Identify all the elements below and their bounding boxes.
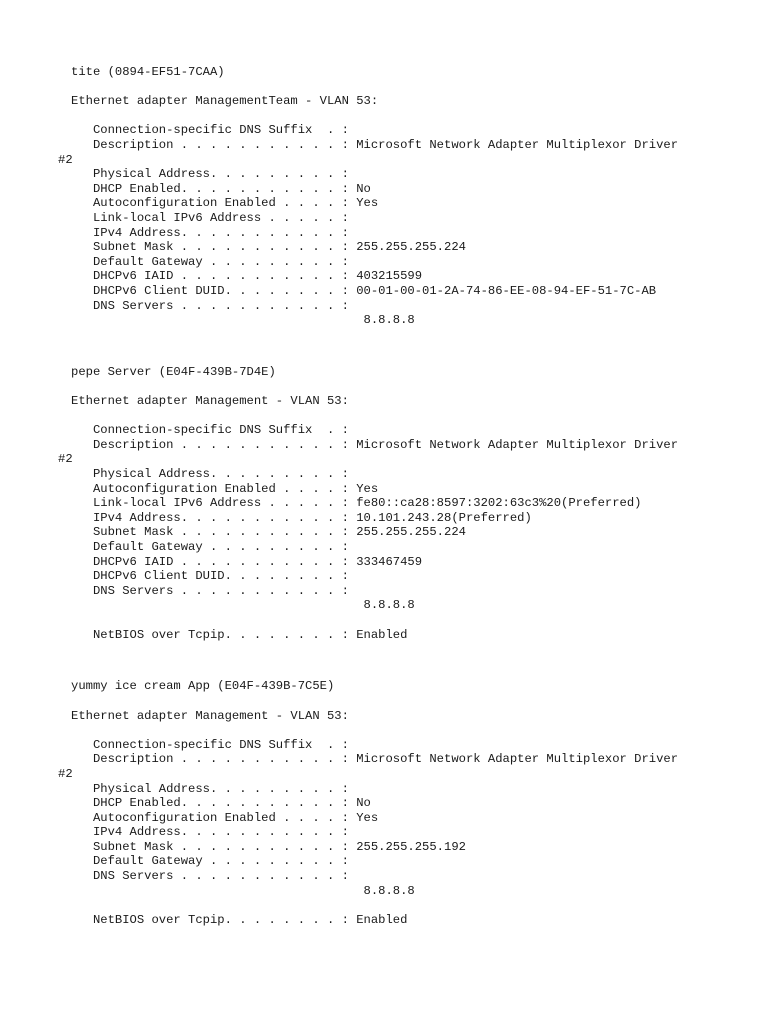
- adapter-heading: Ethernet adapter ManagementTeam - VLAN 53:: [71, 94, 379, 109]
- config-row: [71, 438, 751, 453]
- config-value: Microsoft Network Adapter Multiplexor Driver: [348, 437, 679, 452]
- config-row: [71, 569, 751, 584]
- config-row: [71, 482, 751, 497]
- config-key: DHCPv6 IAID . . . . . . . . . . . :: [71, 269, 349, 284]
- config-key: DNS Servers . . . . . . . . . . . :: [71, 583, 349, 598]
- config-key: DHCPv6 Client DUID. . . . . . . . :: [71, 283, 349, 298]
- config-row: [71, 423, 751, 438]
- config-key: Subnet Mask . . . . . . . . . . . :: [71, 240, 349, 255]
- config-row: [71, 854, 751, 869]
- config-key: Default Gateway . . . . . . . . . :: [71, 254, 349, 269]
- config-value: 8.8.8.8: [356, 883, 415, 898]
- blank-line: [71, 328, 751, 343]
- config-key: NetBIOS over Tcpip. . . . . . . . :: [71, 627, 349, 642]
- config-row: [71, 211, 751, 226]
- config-key: Connection-specific DNS Suffix . :: [71, 737, 349, 752]
- config-key: IPv4 Address. . . . . . . . . . . :: [71, 510, 349, 525]
- config-row: [71, 240, 751, 255]
- adapter-section: [58, 679, 751, 927]
- config-row: [71, 196, 751, 211]
- config-row: [71, 269, 751, 284]
- config-row: [71, 811, 751, 826]
- config-value: Yes: [348, 481, 379, 496]
- config-value: 255.255.255.224: [348, 525, 466, 540]
- config-row: [71, 138, 751, 153]
- blank-line: [71, 642, 751, 657]
- config-key: DHCPv6 Client DUID. . . . . . . . :: [71, 569, 349, 584]
- adapter-section: [58, 65, 751, 328]
- config-value: 403215599: [348, 269, 423, 284]
- config-key: Physical Address. . . . . . . . . :: [71, 167, 349, 182]
- config-key: Physical Address. . . . . . . . . :: [71, 781, 349, 796]
- ipconfig-document: [58, 65, 751, 927]
- config-key: [71, 884, 356, 898]
- host-title: tite (0894-EF51-7CAA): [71, 65, 225, 79]
- blank-line: [71, 409, 751, 424]
- config-row: [71, 738, 751, 753]
- config-key: Physical Address. . . . . . . . . :: [71, 467, 349, 482]
- adapter-heading: Ethernet adapter Management - VLAN 53:: [71, 708, 349, 723]
- config-value: 255.255.255.224: [348, 240, 466, 255]
- config-row: [71, 584, 751, 599]
- config-row: [71, 840, 751, 855]
- config-key: NetBIOS over Tcpip. . . . . . . . :: [71, 912, 349, 927]
- config-key: Subnet Mask . . . . . . . . . . . :: [71, 525, 349, 540]
- config-row: [71, 255, 751, 270]
- blank-line: [71, 898, 751, 913]
- config-row: [71, 555, 751, 570]
- config-key: Autoconfiguration Enabled . . . . :: [71, 810, 349, 825]
- config-key: Default Gateway . . . . . . . . . :: [71, 540, 349, 554]
- config-row: [71, 540, 751, 555]
- config-key: Description . . . . . . . . . . . :: [71, 437, 349, 452]
- config-row: [71, 598, 751, 613]
- config-row: [71, 869, 751, 884]
- config-row: [71, 796, 751, 811]
- config-key: DHCP Enabled. . . . . . . . . . . :: [71, 796, 349, 811]
- config-row: [71, 284, 751, 299]
- config-value: Yes: [348, 810, 379, 825]
- config-row: [71, 628, 751, 643]
- config-row: [71, 313, 751, 328]
- config-value: Microsoft Network Adapter Multiplexor Driver: [348, 752, 679, 767]
- config-key: Connection-specific DNS Suffix . :: [71, 423, 349, 438]
- adapter-heading: Ethernet adapter Management - VLAN 53:: [71, 394, 349, 409]
- config-row: [71, 752, 751, 767]
- config-row: [71, 913, 751, 928]
- config-value: 10.101.243.28(Preferred): [348, 510, 532, 525]
- config-row: [71, 884, 751, 899]
- config-row: [71, 226, 751, 241]
- config-row: [71, 123, 751, 138]
- config-key: [71, 313, 356, 327]
- config-key: Link-local IPv6 Address . . . . . :: [71, 210, 349, 225]
- config-value: Enabled: [348, 912, 408, 927]
- config-row: [71, 167, 751, 182]
- config-key: DHCP Enabled. . . . . . . . . . . :: [71, 181, 349, 196]
- config-key: DHCPv6 IAID . . . . . . . . . . . :: [71, 554, 349, 569]
- config-row: [71, 467, 751, 482]
- config-key: Autoconfiguration Enabled . . . . :: [71, 196, 349, 211]
- config-value: fe80::ca28:8597:3202:63c3%20(Preferred): [348, 496, 642, 511]
- config-key: Default Gateway . . . . . . . . . :: [71, 854, 349, 869]
- host-title: pepe Server (E04F-439B-7D4E): [71, 364, 276, 379]
- section-gap: [71, 357, 751, 365]
- config-value: 255.255.255.192: [348, 839, 466, 854]
- config-key: DNS Servers . . . . . . . . . . . :: [71, 869, 349, 884]
- config-value: 333467459: [348, 554, 423, 569]
- config-key: DNS Servers . . . . . . . . . . . :: [71, 298, 349, 313]
- config-row: [71, 525, 751, 540]
- blank-line: [71, 109, 751, 124]
- config-value: No: [348, 181, 371, 196]
- adapter-section: [58, 364, 751, 642]
- blank-line: [71, 613, 751, 628]
- config-key: IPv4 Address. . . . . . . . . . . :: [71, 225, 349, 240]
- config-value: 8.8.8.8: [356, 598, 415, 613]
- config-row: [71, 782, 751, 797]
- config-key: Autoconfiguration Enabled . . . . :: [71, 481, 349, 496]
- config-row: [71, 825, 751, 840]
- blank-line: [71, 80, 751, 95]
- blank-line: [71, 379, 751, 394]
- config-value: Microsoft Network Adapter Multiplexor Driver: [348, 137, 679, 152]
- wrapped-value-line: #2: [58, 766, 73, 781]
- config-row: [71, 299, 751, 314]
- config-key: Connection-specific DNS Suffix . :: [71, 123, 349, 138]
- blank-line: [71, 657, 751, 672]
- wrapped-value-line: #2: [58, 152, 73, 167]
- config-value: 00-01-00-01-2A-74-86-EE-08-94-EF-51-7C-AB: [348, 283, 657, 298]
- blank-line: [71, 723, 751, 738]
- config-value: Enabled: [348, 627, 408, 642]
- config-key: Subnet Mask . . . . . . . . . . . :: [71, 839, 349, 854]
- config-key: Link-local IPv6 Address . . . . . :: [71, 496, 349, 511]
- config-value: Yes: [348, 196, 379, 211]
- config-key: Description . . . . . . . . . . . :: [71, 137, 349, 152]
- wrapped-value-line: #2: [58, 452, 73, 467]
- config-value: 8.8.8.8: [356, 313, 415, 328]
- config-row: [71, 182, 751, 197]
- config-row: [71, 496, 751, 511]
- blank-line: [71, 694, 751, 709]
- blank-line: [71, 342, 751, 357]
- section-gap: [71, 671, 751, 679]
- config-key: [71, 598, 356, 612]
- config-key: IPv4 Address. . . . . . . . . . . :: [71, 825, 349, 840]
- config-key: Description . . . . . . . . . . . :: [71, 752, 349, 767]
- host-title: yummy ice cream App (E04F-439B-7C5E): [71, 679, 335, 694]
- config-value: No: [348, 796, 371, 811]
- config-row: [71, 511, 751, 526]
